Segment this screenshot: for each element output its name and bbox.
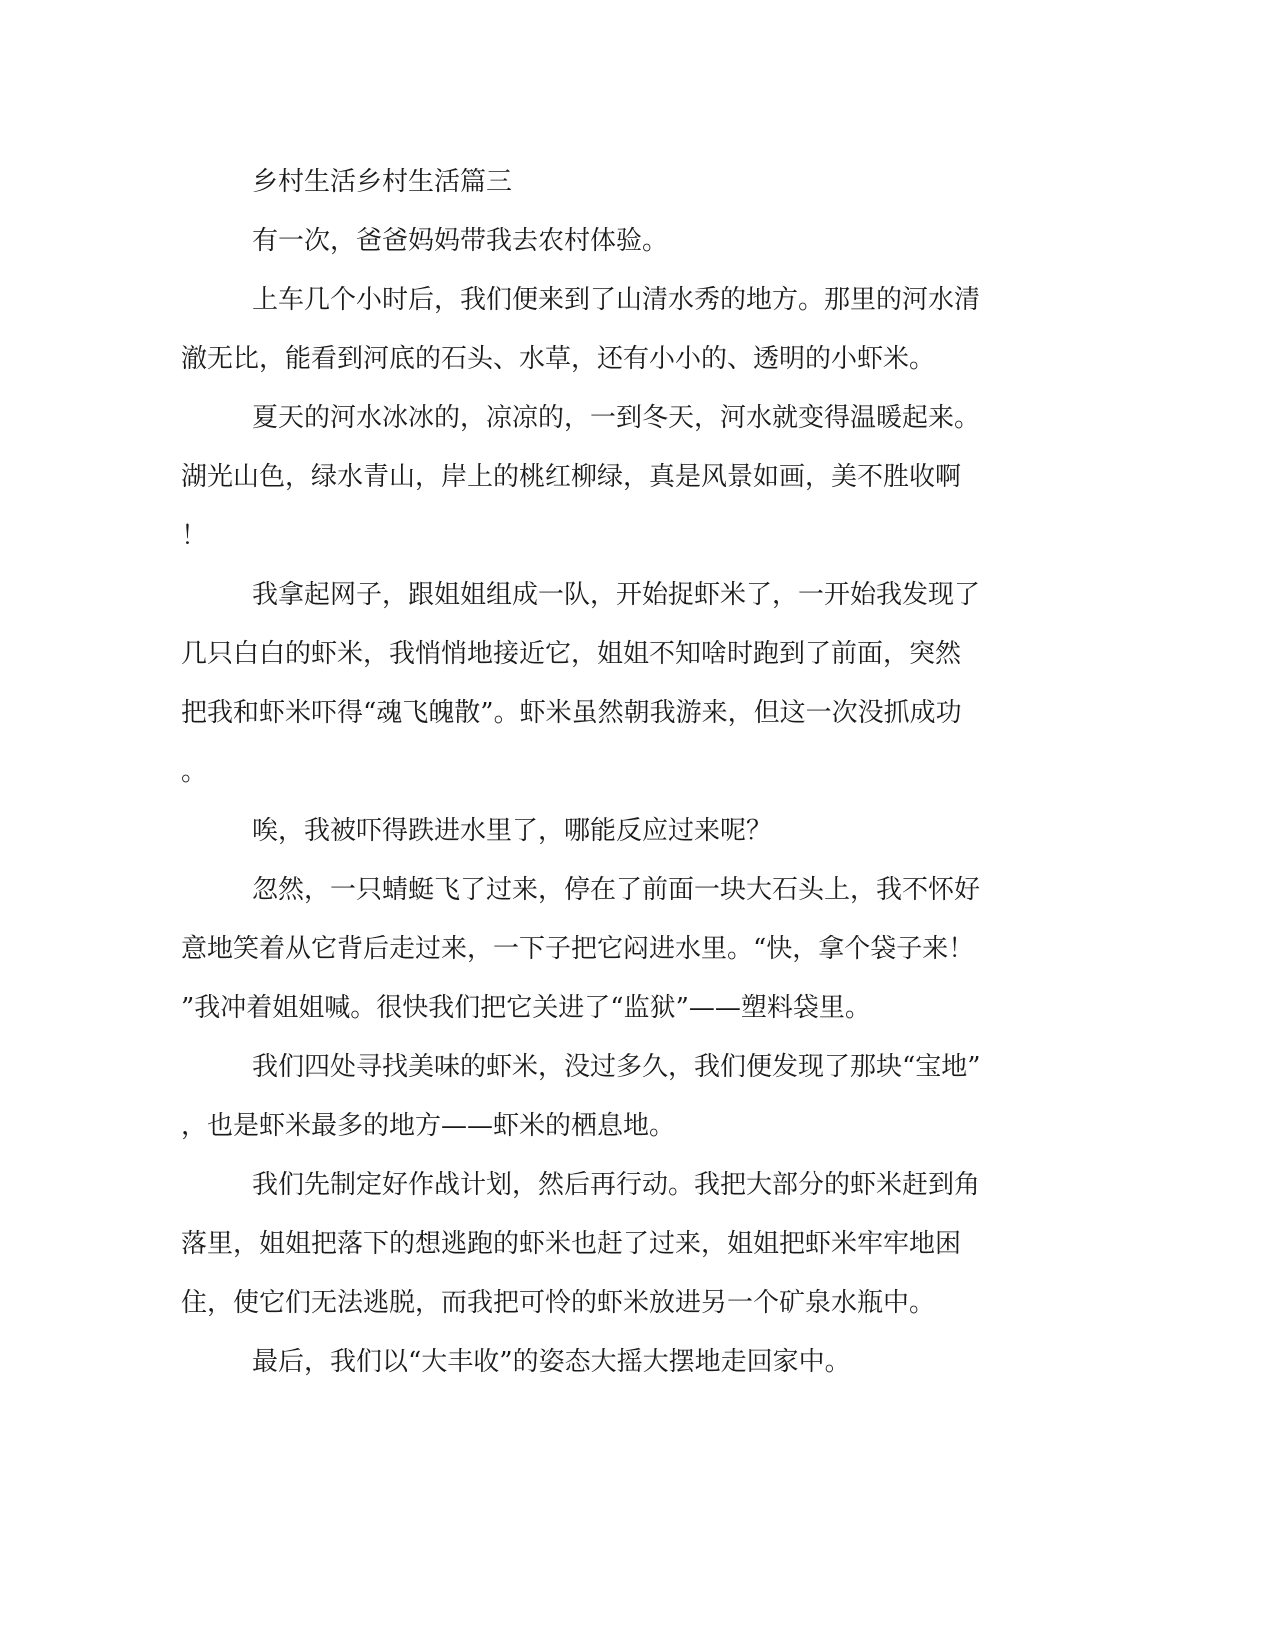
text-line: ”我冲着姐姐喊。很快我们把它关进了“监狱”——塑料袋里。 [181, 993, 871, 1023]
text-line: 忽然，一只蜻蜓飞了过来，停在了前面一块大石头上，我不怀好 [252, 875, 981, 905]
text-line: 夏天的河水冰冰的，凉凉的，一到冬天，河水就变得温暖起来。 [252, 403, 981, 433]
text-line: ！ [181, 521, 208, 551]
text-line: 落里，姐姐把落下的想逃跑的虾米也赶了过来，姐姐把虾米牢牢地困 [181, 1229, 962, 1259]
text-line: 有一次，爸爸妈妈带我去农村体验。 [252, 226, 669, 256]
text-line: 最后，我们以“大丰收”的姿态大摇大摆地走回家中。 [252, 1347, 851, 1377]
text-line: 几只白白的虾米，我悄悄地接近它，姐姐不知啥时跑到了前面，突然 [181, 639, 962, 669]
text-line: 我们先制定好作战计划，然后再行动。我把大部分的虾米赶到角 [252, 1170, 981, 1200]
text-line: 。 [181, 757, 208, 787]
text-line: 上车几个小时后，我们便来到了山清水秀的地方。那里的河水清 [252, 285, 981, 315]
text-line: 意地笑着从它背后走过来，一下子把它闷进水里。“快，拿个袋子来！ [181, 934, 975, 964]
text-line: 我们四处寻找美味的虾米，没过多久，我们便发现了那块“宝地” [252, 1052, 981, 1082]
text-line: 住，使它们无法逃脱，而我把可怜的虾米放进另一个矿泉水瓶中。 [181, 1288, 936, 1318]
text-line: 我拿起网子，跟姐姐组成一队，开始捉虾米了，一开始我发现了 [252, 580, 981, 610]
text-line: 唉，我被吓得跌进水里了，哪能反应过来呢？ [252, 816, 773, 846]
text-line: ，也是虾米最多的地方——虾米的栖息地。 [181, 1111, 676, 1141]
document-title: 乡村生活乡村生活篇三 [252, 167, 513, 197]
text-line: 把我和虾米吓得“魂飞魄散”。虾米虽然朝我游来，但这一次没抓成功 [181, 698, 962, 728]
text-line: 湖光山色，绿水青山，岸上的桃红柳绿，真是风景如画，美不胜收啊 [181, 462, 962, 492]
text-line: 澈无比，能看到河底的石头、水草，还有小小的、透明的小虾米。 [181, 344, 936, 374]
